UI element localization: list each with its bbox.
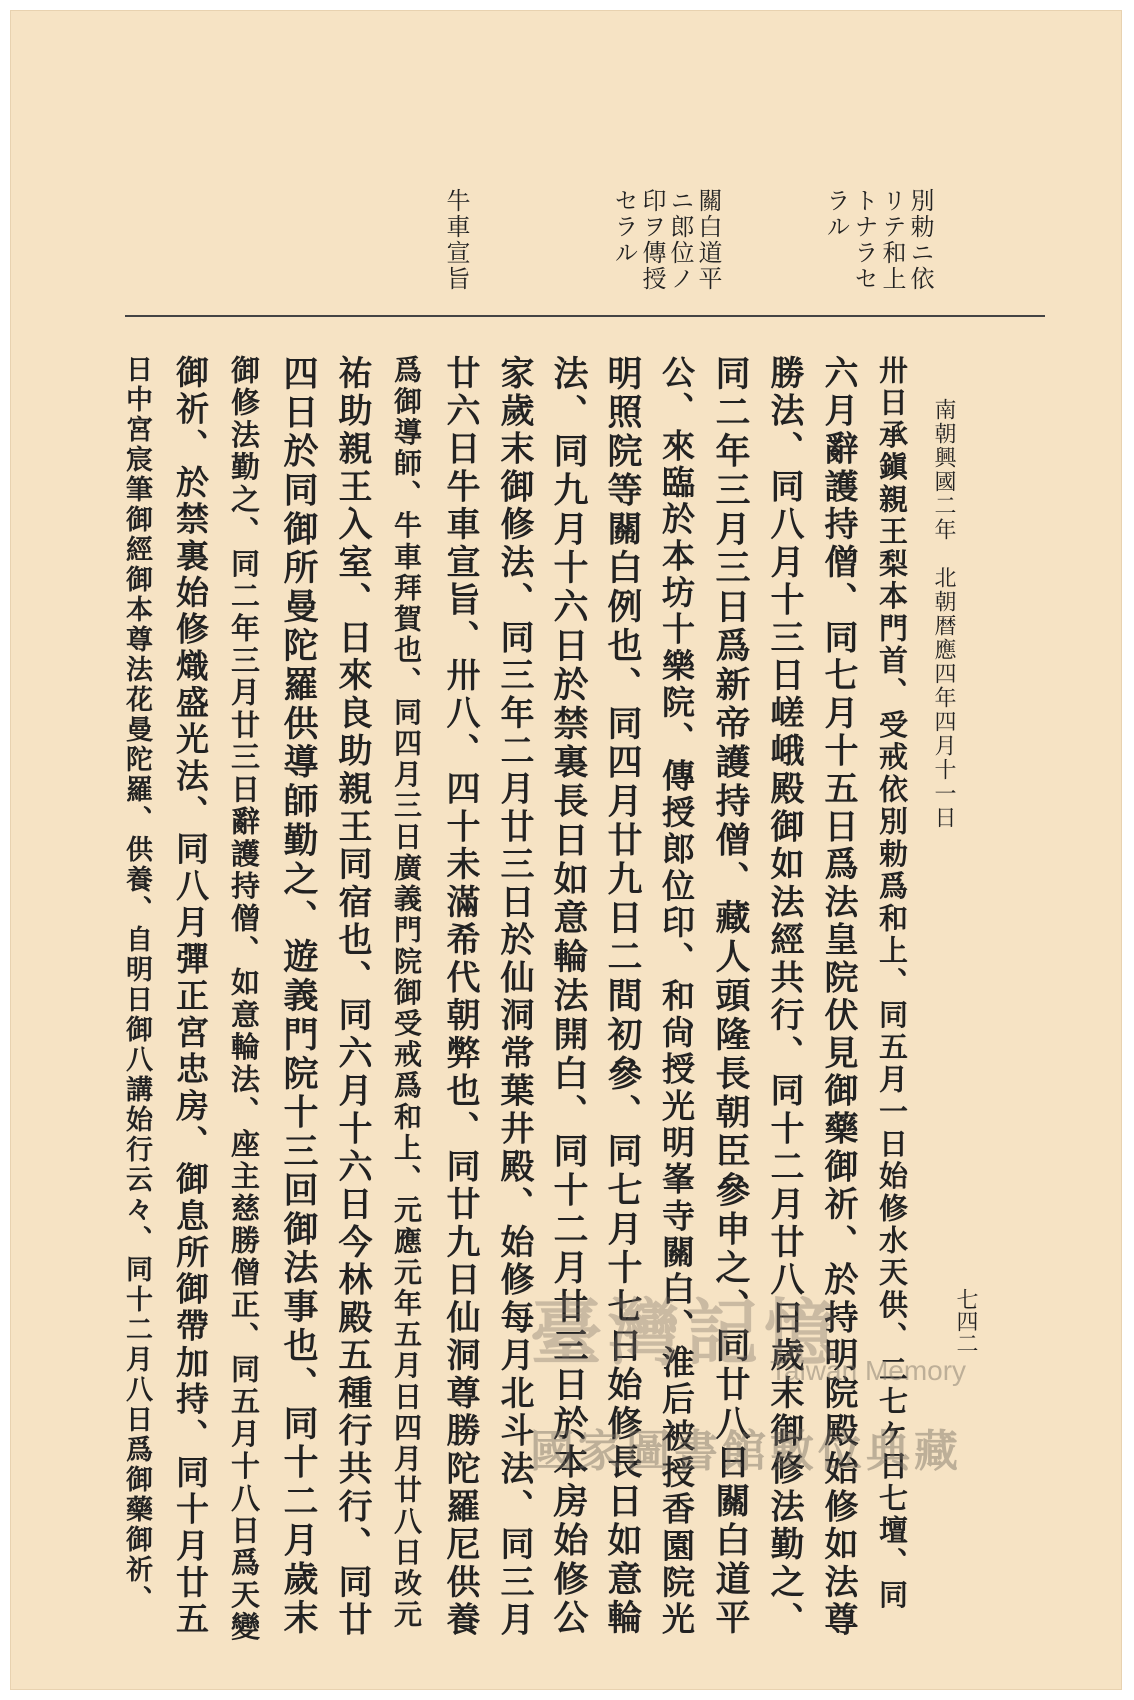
note-line: 印ヲ傳授 — [638, 188, 666, 292]
book-page — [10, 10, 1122, 1690]
body-column: 法、同九月十六日於禁裏長日如意輪法開白、同十二月廿三日於本房始修公 — [548, 355, 589, 1639]
body-column: 四日於同御所曼陀羅供導師勤之、遊義門院十三回御法事也、同十二月歲末 — [278, 355, 319, 1639]
body-column: 爲御導師、牛車拜賀也、同四月三日廣義門院御受戒爲和上、元應元年五月日四月廿八日改元 — [390, 355, 423, 1631]
body-column: 御祈、於禁裏始修熾盛光法、同八月彈正宮忠房、御息所御帶加持、同十月廿五 — [171, 355, 210, 1639]
body-column: 日中宮宸筆御經御本尊法花曼陀羅、供養、自明日御八講始行云々、同十二月八日爲御藥御祈、 — [121, 355, 152, 1615]
body-column: 同二年三月三日爲新帝護持僧、藏人頭隆長朝臣參申之、同廿八日關白道平 — [710, 355, 751, 1639]
note-line: セラル — [610, 188, 638, 266]
note-line: ラル — [822, 188, 850, 240]
running-title: 南朝興國二年 北朝暦應四年四月十一日 — [931, 398, 956, 830]
note-line: トナラセ — [850, 188, 878, 292]
watermark-library-line: 國家圖書館數位典藏 — [530, 1426, 962, 1477]
body-column: 御修法勤之、同二年三月廿三日辭護持僧、如意輪法、座主慈勝僧正、同五月十八日爲天變 — [227, 355, 261, 1644]
watermark-english: Taiwan Memory — [770, 1355, 967, 1386]
note-line: 牛車宣旨 — [442, 188, 470, 292]
watermark-stamp: 臺灣記憶 — [530, 1290, 843, 1375]
body-column: 家歲末御修法、同三年二月廿三日於仙洞常葉井殿、始修每月北斗法、同三月 — [494, 355, 534, 1640]
marginal-note-1 — [822, 188, 934, 308]
horizontal-rule — [125, 315, 1045, 317]
marginal-note-2 — [610, 188, 722, 308]
body-column: 祐助親王入室、日來良助親王同宿也、同六月十六日今林殿五種行共行、同廿 — [332, 355, 372, 1640]
note-line: 別勅ニ依 — [906, 188, 934, 292]
note-line: リテ和上 — [878, 188, 906, 292]
body-column: 勝法、同八月十三日嵯峨殿御如法經共行、同十二月廿八日歲末御修法勤之、 — [764, 355, 804, 1640]
note-line: ニ郎位ノ — [666, 188, 694, 292]
body-column: 六月辭護持僧、同七月十五日爲法皇院伏見御藥御祈、於持明院殿始修如法尊 — [818, 355, 858, 1640]
body-column: 公、來臨於本坊十樂院、傳授郎位印、和尙授光明峯寺關白、淮后被授香園院光 — [657, 355, 696, 1639]
page-number: 七四二 — [953, 1288, 978, 1354]
body-column: 明照院等關白例也、同四月廿九日二間初參、同七月十七日始修長日如意輪 — [602, 355, 643, 1639]
marginal-note-3 — [442, 188, 470, 308]
body-column: 卅日承鎭親王梨本門首、受戒依別勅爲和上、同五月一日始修水天供、二七ケ日七壇、同 — [875, 355, 909, 1612]
body-column: 廿六日牛車宣旨、卅八、四十未滿希代朝弊也、同廿九日仙洞尊勝陀羅尼供養 — [440, 355, 480, 1640]
note-line: 關白道平 — [694, 188, 722, 292]
